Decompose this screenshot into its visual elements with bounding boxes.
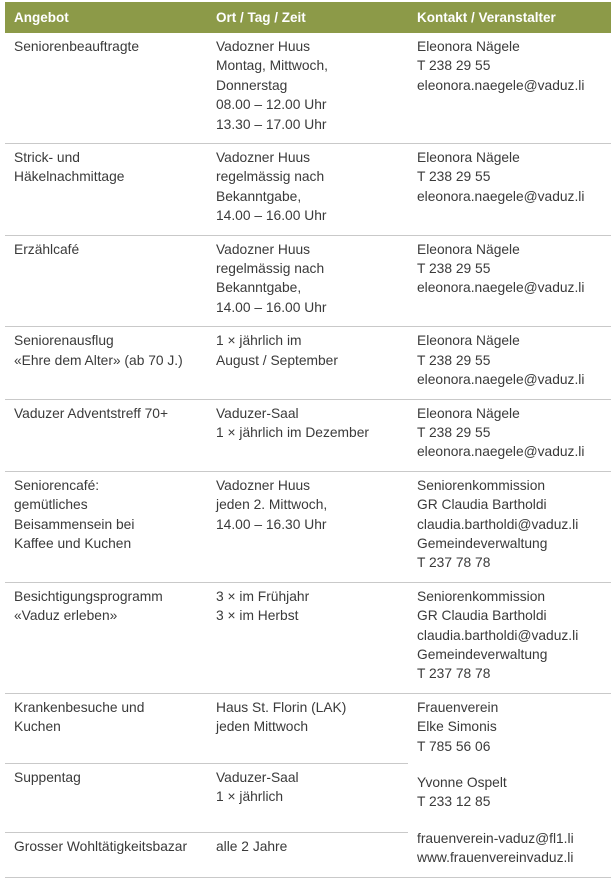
cell-kontakt xyxy=(408,235,611,327)
cell-kontakt-line: T 238 29 55 xyxy=(417,261,491,277)
cell-kontakt xyxy=(408,144,611,236)
cell-kontakt xyxy=(408,399,611,471)
cell-kontakt-line: claudia.bartholdi@vaduz.li xyxy=(417,516,579,532)
cell-angebot-line: Häkelnachmittage xyxy=(14,169,125,185)
cell-angebot-line: «Ehre dem Alter» (ab 70 J.) xyxy=(14,352,183,368)
cell-ort-line: Vadozner Huus xyxy=(216,150,311,166)
cell-kontakt-line: T 237 78 78 xyxy=(417,555,491,571)
cell-angebot xyxy=(5,471,207,582)
cell-ort xyxy=(207,471,408,582)
cell-kontakt-line: Seniorenkommission xyxy=(417,588,546,604)
cell-ort-line: Donnerstag xyxy=(216,77,288,93)
cell-ort-line: 13.30 – 17.00 Uhr xyxy=(216,116,327,132)
cell-angebot xyxy=(5,33,207,144)
cell-kontakt-line: T 237 78 78 xyxy=(417,666,491,682)
table-row xyxy=(5,471,611,582)
cell-ort xyxy=(207,144,408,236)
cell-kontakt xyxy=(408,327,611,399)
cell-ort-line: Bekanntgabe, xyxy=(216,280,302,296)
cell-angebot-line: Besichtigungsprogramm xyxy=(14,588,163,604)
cell-kontakt-line: Gemeindeverwaltung xyxy=(417,535,548,551)
cell-kontakt-line: eleonora.naegele@vaduz.li xyxy=(417,444,585,460)
cell-ort-line: 1 × jährlich im Dezember xyxy=(216,424,369,440)
cell-angebot xyxy=(5,235,207,327)
kontakt-line: T 785 56 06 xyxy=(417,738,491,754)
cell-ort-line: Vadozner Huus xyxy=(216,241,311,257)
cell-angebot-line: Grosser Wohltätigkeitsbazar xyxy=(14,839,188,855)
cell-kontakt-line: Eleonora Nägele xyxy=(417,405,520,421)
table-row xyxy=(5,693,611,763)
cell-ort xyxy=(207,235,408,327)
cell-ort xyxy=(207,327,408,399)
cell-kontakt-line: T 238 29 55 xyxy=(417,424,491,440)
cell-angebot-line: Seniorenausflug xyxy=(14,333,114,349)
cell-angebot-line: Strick- und xyxy=(14,150,80,166)
cell-angebot-line: Beisammensein bei xyxy=(14,516,135,532)
cell-ort-line: Vaduzer-Saal xyxy=(216,769,299,785)
cell-angebot-line: Krankenbesuche und xyxy=(14,699,145,715)
cell-angebot-line: Seniorencafé: xyxy=(14,477,100,493)
cell-ort-line: 3 × im Frühjahr xyxy=(216,588,310,604)
cell-ort-line: 1 × jährlich im xyxy=(216,333,302,349)
cell-ort-line: 14.00 – 16.00 Uhr xyxy=(216,208,327,224)
cell-kontakt-line: T 238 29 55 xyxy=(417,169,491,185)
cell-ort-line: Haus St. Florin (LAK) xyxy=(216,699,347,715)
header-angebot: Angebot xyxy=(5,2,207,33)
cell-ort-line: regelmässig nach xyxy=(216,261,325,277)
header-ort-tag-zeit: Ort / Tag / Zeit xyxy=(207,2,408,33)
cell-kontakt-line: claudia.bartholdi@vaduz.li xyxy=(417,627,579,643)
kontakt-line: www.frauenvereinvaduz.li xyxy=(417,850,574,866)
cell-kontakt-line: Gemeindeverwaltung xyxy=(417,646,548,662)
spacer xyxy=(417,756,603,773)
table-row xyxy=(5,399,611,471)
cell-ort xyxy=(207,399,408,471)
kontakt-line: Frauenverein xyxy=(417,699,499,715)
cell-kontakt-line: Seniorenkommission xyxy=(417,477,546,493)
cell-kontakt xyxy=(408,582,611,693)
kontakt-line: Elke Simonis xyxy=(417,719,497,735)
cell-kontakt-line: eleonora.naegele@vaduz.li xyxy=(417,372,585,388)
cell-ort-line: August / September xyxy=(216,352,338,368)
cell-angebot-line: «Vaduz erleben» xyxy=(14,608,118,624)
cell-angebot xyxy=(5,327,207,399)
cell-angebot xyxy=(5,763,207,833)
cell-kontakt-line: eleonora.naegele@vaduz.li xyxy=(417,188,585,204)
cell-ort-line: 3 × im Herbst xyxy=(216,608,299,624)
cell-kontakt-line: Eleonora Nägele xyxy=(417,241,520,257)
cell-angebot xyxy=(5,144,207,236)
cell-ort xyxy=(207,33,408,144)
cell-kontakt-line: Eleonora Nägele xyxy=(417,333,520,349)
cell-kontakt-line: GR Claudia Bartholdi xyxy=(417,608,547,624)
table-row xyxy=(5,144,611,236)
cell-angebot-line: Seniorenbeauftragte xyxy=(14,39,140,54)
cell-kontakt-frauenverein xyxy=(408,693,611,877)
table-row xyxy=(5,327,611,399)
cell-angebot-line: Suppentag xyxy=(14,769,81,785)
cell-angebot-line: Kaffee und Kuchen xyxy=(14,535,132,551)
cell-kontakt xyxy=(408,33,611,144)
cell-ort xyxy=(207,763,408,833)
cell-kontakt-line: GR Claudia Bartholdi xyxy=(417,497,547,513)
cell-ort-line: Vadozner Huus xyxy=(216,477,311,493)
table-row xyxy=(5,33,611,144)
cell-ort-line: Montag, Mittwoch, xyxy=(216,58,328,74)
spacer xyxy=(417,812,603,829)
cell-ort-line: jeden Mittwoch xyxy=(216,719,309,735)
cell-ort-line: 14.00 – 16.30 Uhr xyxy=(216,516,327,532)
cell-ort-line: regelmässig nach xyxy=(216,169,325,185)
cell-kontakt-line: Eleonora Nägele xyxy=(417,39,520,54)
cell-angebot-line: Kuchen xyxy=(14,719,61,735)
offers-table xyxy=(5,2,611,878)
cell-kontakt xyxy=(408,471,611,582)
kontakt-line: Yvonne Ospelt xyxy=(417,775,507,790)
cell-angebot xyxy=(5,693,207,763)
cell-kontakt-line: eleonora.naegele@vaduz.li xyxy=(417,77,585,93)
cell-ort xyxy=(207,582,408,693)
kontakt-line: T 233 12 85 xyxy=(417,794,491,810)
cell-ort-line: alle 2 Jahre xyxy=(216,839,288,855)
table-row xyxy=(5,582,611,693)
cell-kontakt-line: Eleonora Nägele xyxy=(417,150,520,166)
cell-ort-line: Vadozner Huus xyxy=(216,39,311,54)
cell-ort-line: 1 × jährlich xyxy=(216,789,284,805)
cell-ort-line: 08.00 – 12.00 Uhr xyxy=(216,97,327,113)
cell-angebot-line: gemütliches xyxy=(14,497,88,513)
cell-ort-line: 14.00 – 16.00 Uhr xyxy=(216,299,327,315)
header-kontakt: Kontakt / Veranstalter xyxy=(408,2,611,33)
kontakt-line: frauenverein-vaduz@fl1.li xyxy=(417,830,574,846)
table-body xyxy=(5,33,611,877)
cell-ort-line: Bekanntgabe, xyxy=(216,188,302,204)
cell-angebot xyxy=(5,582,207,693)
cell-ort xyxy=(207,693,408,763)
table-header-row xyxy=(5,2,611,33)
cell-ort-line: jeden 2. Mittwoch, xyxy=(216,497,328,513)
table-row xyxy=(5,235,611,327)
cell-angebot xyxy=(5,833,207,877)
cell-angebot-line: Erzählcafé xyxy=(14,241,80,257)
cell-ort xyxy=(207,833,408,877)
cell-ort-line: Vaduzer-Saal xyxy=(216,405,299,421)
cell-angebot xyxy=(5,399,207,471)
cell-kontakt-line: eleonora.naegele@vaduz.li xyxy=(417,280,585,296)
cell-kontakt-line: T 238 29 55 xyxy=(417,58,491,74)
cell-angebot-line: Vaduzer Adventstreff 70+ xyxy=(14,405,169,421)
cell-kontakt-line: T 238 29 55 xyxy=(417,352,491,368)
